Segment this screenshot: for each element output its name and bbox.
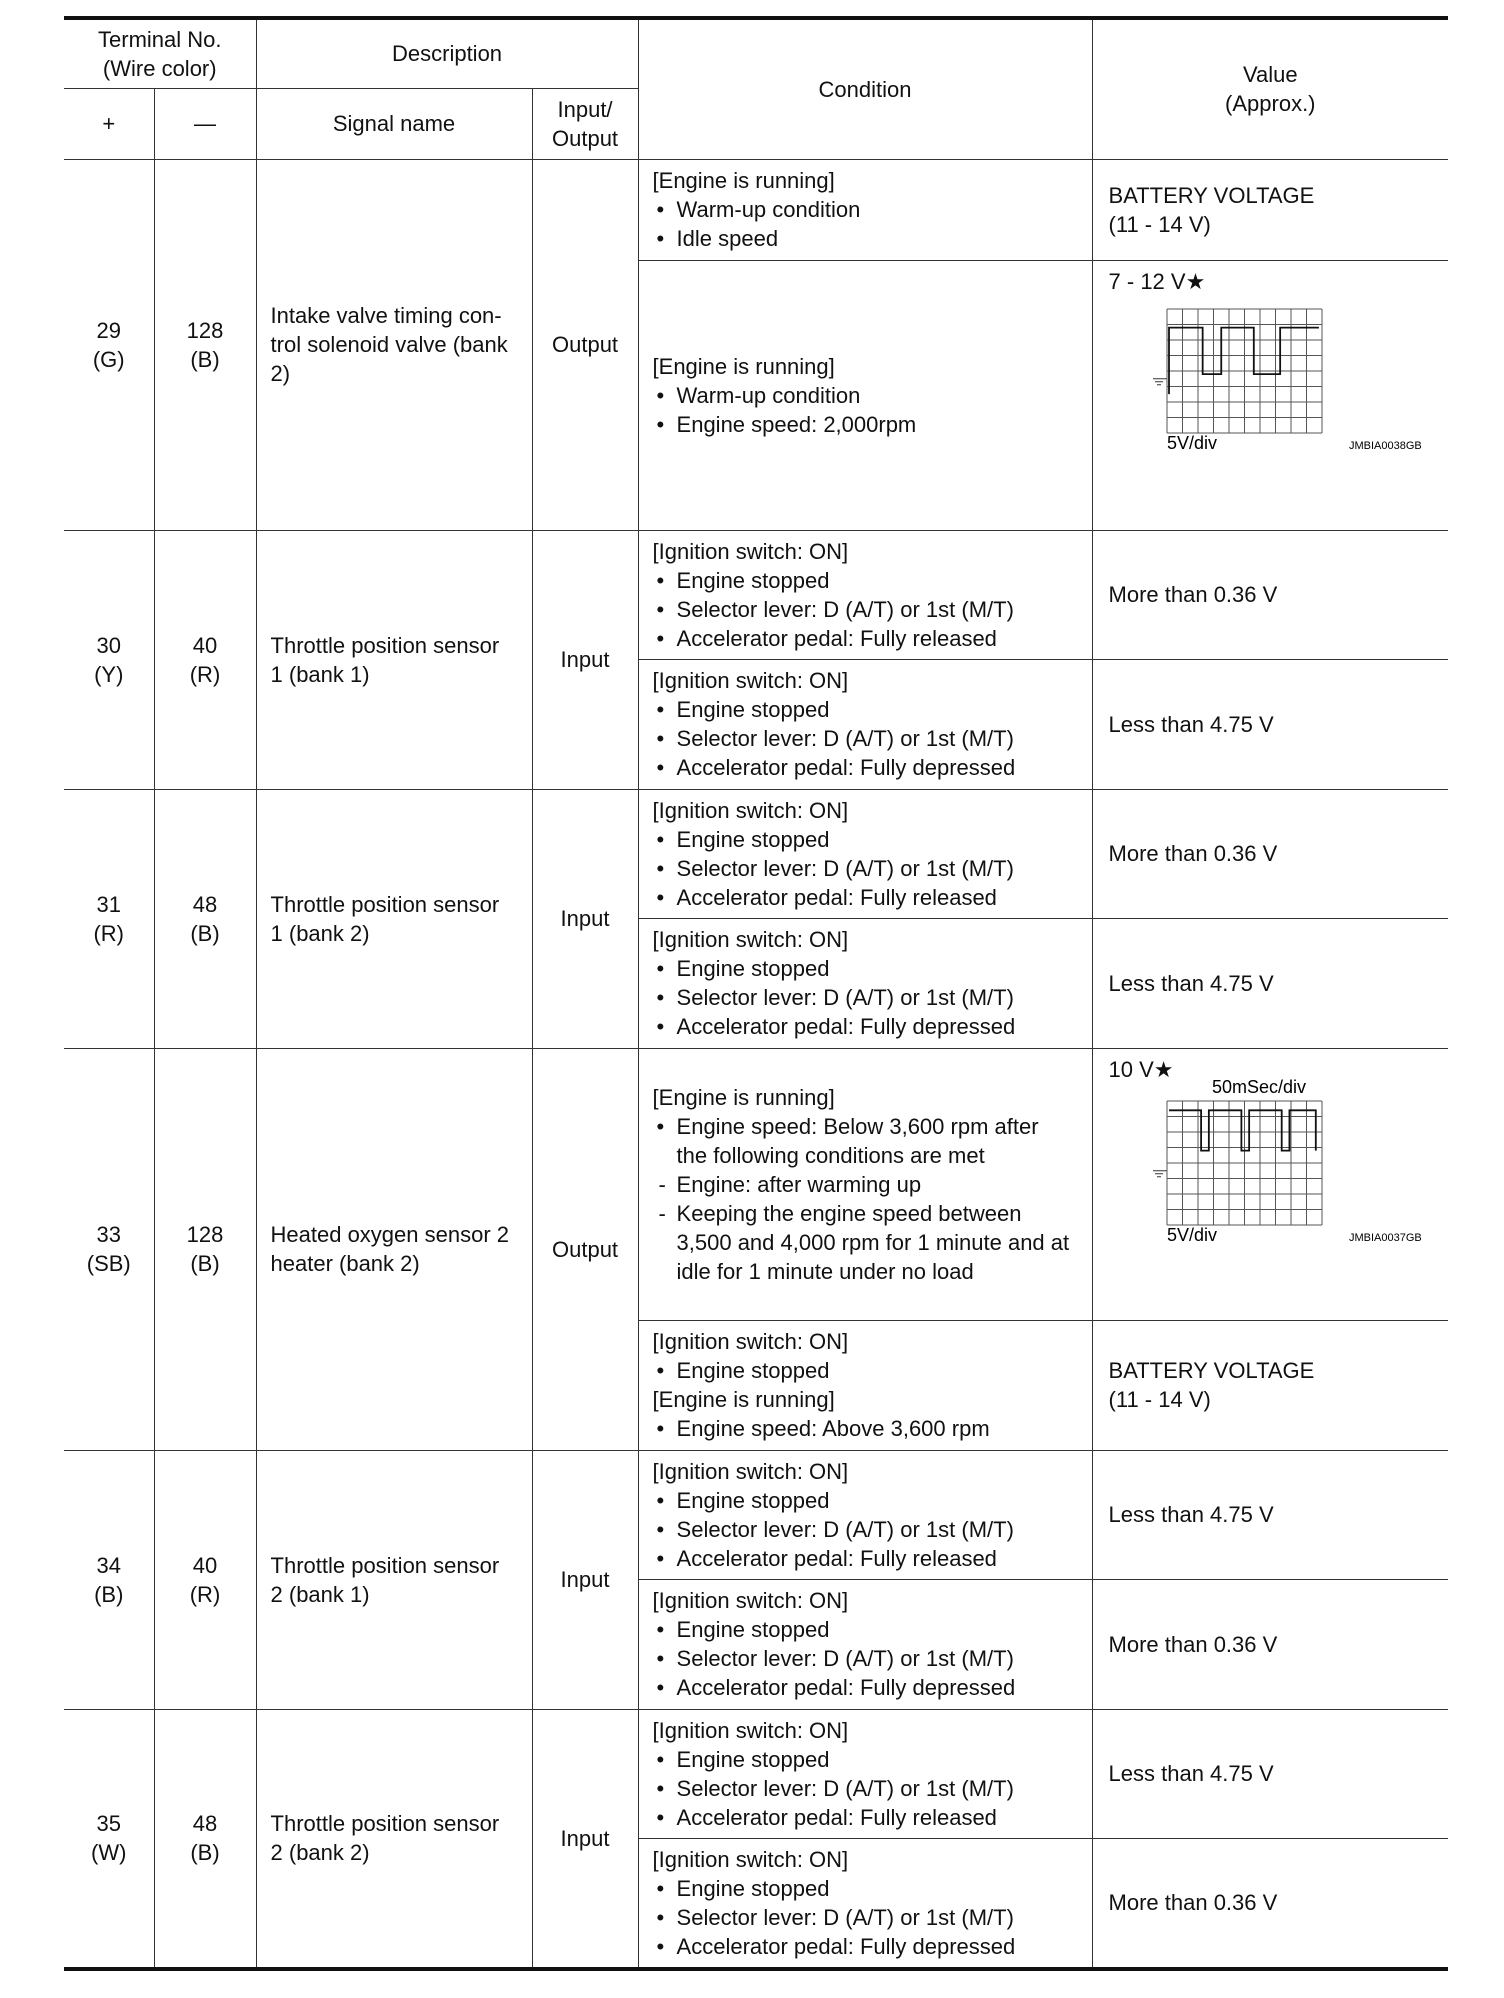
signal-name-cell xyxy=(256,530,532,789)
table-row xyxy=(64,1048,1448,1320)
value-text: More than 0.36 V xyxy=(1108,582,1278,607)
value-text: BATTERY VOLTAGE xyxy=(1108,1358,1315,1383)
terminal-minus-text: (B) xyxy=(190,920,220,946)
signal-name-text: Heated oxygen sensor 2 xyxy=(270,1222,510,1247)
value-cell xyxy=(1092,789,1448,918)
condition-item: • Engine stopped xyxy=(653,566,1082,595)
io-text: Output xyxy=(552,332,619,357)
io-cell xyxy=(532,530,638,789)
description-header: Description xyxy=(256,18,638,88)
condition-item: • Accelerator pedal: Fully released xyxy=(653,1544,1082,1573)
condition-header-line: [Ignition switch: ON] xyxy=(652,797,849,823)
io-text: Output xyxy=(552,1236,619,1262)
terminal-plus-text: 34 xyxy=(96,1552,121,1578)
condition-header-line: [Engine is running] xyxy=(652,1387,835,1412)
condition-item: • Engine stopped xyxy=(653,1745,1082,1774)
io-text: Input xyxy=(560,1567,610,1592)
scope-volt-div-label: 5V/div xyxy=(1166,1224,1217,1245)
value-cell xyxy=(1092,1048,1448,1320)
value-cell xyxy=(1092,1709,1448,1838)
minus-header: — xyxy=(154,88,256,159)
condition-item: • Engine speed: Below 3,600 rpm after xyxy=(653,1112,1082,1141)
scope-time-div-label: 50mSec/div xyxy=(1211,1076,1306,1097)
terminal-minus-text: 48 xyxy=(192,1811,218,1836)
terminal-plus-text: (G) xyxy=(92,346,125,372)
condition-cell xyxy=(638,260,1092,530)
plus-header: + xyxy=(64,88,154,159)
condition-cell xyxy=(638,1579,1092,1709)
value-text: BATTERY VOLTAGE xyxy=(1108,182,1315,208)
value-cell xyxy=(1092,159,1448,260)
value-text: Less than 4.75 V xyxy=(1108,1761,1274,1786)
condition-header-line: [Ignition switch: ON] xyxy=(652,927,849,952)
table-row xyxy=(64,1450,1448,1579)
terminal-plus-text: (W) xyxy=(91,1840,127,1865)
condition-item: the following conditions are met xyxy=(676,1142,985,1168)
terminal-plus-cell xyxy=(64,1709,154,1969)
terminal-plus-text: (B) xyxy=(94,1581,124,1607)
signal-name-text: 1 (bank 1) xyxy=(270,661,370,687)
io-cell xyxy=(532,1450,638,1709)
terminal-minus-text: 48 xyxy=(192,891,218,917)
terminal-plus-text: 35 xyxy=(96,1811,121,1836)
terminal-plus-cell xyxy=(64,530,154,789)
value-cell xyxy=(1092,260,1448,530)
condition-item: • Engine stopped xyxy=(653,1874,1082,1903)
terminal-plus-text: 33 xyxy=(96,1222,121,1247)
condition-header-line: [Ignition switch: ON] xyxy=(652,668,849,693)
condition-item: • Accelerator pedal: Fully released xyxy=(653,883,1082,912)
condition-item: • Engine speed: 2,000rpm xyxy=(653,410,1082,439)
io-cell xyxy=(532,1048,638,1450)
condition-cell xyxy=(638,659,1092,789)
io-header: Input/ Output xyxy=(532,88,638,159)
condition-header-line: [Engine is running] xyxy=(652,353,835,379)
terminal-minus-text: (B) xyxy=(190,1840,220,1865)
condition-header-line: [Ignition switch: ON] xyxy=(652,1717,849,1743)
value-text: Less than 4.75 V xyxy=(1108,711,1274,737)
value-cell xyxy=(1092,1838,1448,1969)
condition-item: - Keeping the engine speed between xyxy=(653,1199,1082,1228)
terminal-no-header: Terminal No. (Wire color) xyxy=(64,18,256,88)
signal-name-text: Throttle position sensor xyxy=(270,891,500,917)
value-title: 10 V★ xyxy=(1108,1056,1174,1082)
io-text: Input xyxy=(560,906,610,931)
terminal-minus-text: (R) xyxy=(189,661,221,687)
terminal-plus-cell xyxy=(64,789,154,1048)
condition-cell xyxy=(638,1320,1092,1450)
signal-name-text: Throttle position sensor xyxy=(270,1552,500,1578)
scope-volt-div-label: 5V/div xyxy=(1166,432,1217,453)
signal-name-cell xyxy=(256,159,532,530)
condition-item: • Selector lever: D (A/T) or 1st (M/T) xyxy=(653,595,1082,624)
value-cell xyxy=(1092,659,1448,789)
condition-item: • Engine speed: Above 3,600 rpm xyxy=(653,1414,1082,1443)
condition-item: • Warm-up condition xyxy=(653,195,1082,224)
signal-name-text: heater (bank 2) xyxy=(270,1251,420,1276)
terminal-minus-text: 40 xyxy=(192,632,218,658)
signal-name-text: Intake valve timing con- xyxy=(270,303,502,328)
value-text: Less than 4.75 V xyxy=(1108,1502,1274,1527)
terminal-plus-cell xyxy=(64,1048,154,1450)
condition-item: • Engine stopped xyxy=(653,1486,1082,1515)
terminal-minus-text: (R) xyxy=(189,1581,221,1607)
value-text: (11 - 14 V) xyxy=(1108,1387,1211,1412)
table-row xyxy=(64,159,1448,260)
condition-item: • Selector lever: D (A/T) or 1st (M/T) xyxy=(653,1515,1082,1544)
io-cell xyxy=(532,789,638,1048)
condition-header-line: [Ignition switch: ON] xyxy=(652,1329,849,1354)
table-row xyxy=(64,530,1448,659)
condition-header-line: [Ignition switch: ON] xyxy=(652,1458,849,1484)
value-cell xyxy=(1092,1579,1448,1709)
value-text: More than 0.36 V xyxy=(1108,1631,1278,1657)
value-cell xyxy=(1092,1320,1448,1450)
terminal-minus-text: (B) xyxy=(190,1251,220,1276)
signal-name-cell xyxy=(256,789,532,1048)
signal-name-text: 2) xyxy=(270,361,291,386)
condition-item: • Selector lever: D (A/T) or 1st (M/T) xyxy=(653,724,1082,753)
terminal-minus-cell xyxy=(154,159,256,530)
value-cell xyxy=(1092,530,1448,659)
terminal-plus-text: 31 xyxy=(96,891,121,917)
condition-cell xyxy=(638,1048,1092,1320)
condition-cell xyxy=(638,918,1092,1048)
terminal-plus-text: 29 xyxy=(96,317,121,343)
condition-item: • Selector lever: D (A/T) or 1st (M/T) xyxy=(653,1774,1082,1803)
condition-cell xyxy=(638,1450,1092,1579)
signal-name-text: Throttle position sensor xyxy=(270,632,500,658)
condition-item: • Warm-up condition xyxy=(653,381,1082,410)
condition-item: • Selector lever: D (A/T) or 1st (M/T) xyxy=(653,983,1082,1012)
value-title: 7 - 12 V★ xyxy=(1108,268,1206,294)
terminal-minus-cell xyxy=(154,530,256,789)
condition-item: • Accelerator pedal: Fully depressed xyxy=(653,1673,1082,1702)
terminal-minus-text: 128 xyxy=(186,317,224,343)
condition-cell xyxy=(638,530,1092,659)
condition-header: Condition xyxy=(638,18,1092,159)
terminal-minus-cell xyxy=(154,1450,256,1709)
value-text: More than 0.36 V xyxy=(1108,841,1278,866)
condition-header-line: [Engine is running] xyxy=(652,168,835,193)
terminal-plus-text: 30 xyxy=(96,632,121,658)
oscilloscope-waveform xyxy=(1109,261,1422,497)
signal-name-cell xyxy=(256,1048,532,1450)
io-cell xyxy=(532,159,638,530)
terminal-plus-text: (SB) xyxy=(86,1251,131,1276)
io-text: Input xyxy=(560,647,610,672)
terminal-plus-cell xyxy=(64,159,154,530)
condition-item: • Accelerator pedal: Fully released xyxy=(653,624,1082,653)
terminal-minus-text: (B) xyxy=(190,346,220,372)
condition-item: • Selector lever: D (A/T) or 1st (M/T) xyxy=(653,1644,1082,1673)
figure-code-label: JMBIA0038GB xyxy=(1348,439,1422,452)
terminal-minus-cell xyxy=(154,789,256,1048)
terminal-spec-table xyxy=(64,16,1448,1971)
signal-name-text: 2 (bank 2) xyxy=(270,1840,370,1865)
signal-name-header: Signal name xyxy=(256,88,532,159)
value-text: More than 0.36 V xyxy=(1108,1890,1278,1915)
terminal-plus-text: (Y) xyxy=(94,661,124,687)
terminal-minus-cell xyxy=(154,1709,256,1969)
condition-header-line: [Ignition switch: ON] xyxy=(652,1588,849,1613)
condition-header-line: [Ignition switch: ON] xyxy=(652,1846,849,1872)
condition-cell xyxy=(638,789,1092,918)
figure-code-label: JMBIA0037GB xyxy=(1348,1231,1422,1244)
condition-item: • Accelerator pedal: Fully depressed xyxy=(653,1932,1082,1961)
io-text: Input xyxy=(560,1825,610,1851)
condition-header-line: [Ignition switch: ON] xyxy=(652,538,849,564)
condition-item: • Selector lever: D (A/T) or 1st (M/T) xyxy=(653,854,1082,883)
condition-cell xyxy=(638,1709,1092,1838)
table-row xyxy=(64,789,1448,918)
condition-item: • Engine stopped xyxy=(653,954,1082,983)
oscilloscope-waveform xyxy=(1109,1049,1422,1285)
io-cell xyxy=(532,1709,638,1969)
value-cell xyxy=(1092,1450,1448,1579)
condition-item: • Engine stopped xyxy=(653,695,1082,724)
value-header: Value (Approx.) xyxy=(1092,18,1448,159)
condition-item: • Engine stopped xyxy=(653,1615,1082,1644)
terminal-plus-cell xyxy=(64,1450,154,1709)
condition-item: 3,500 and 4,000 rpm for 1 minute and at xyxy=(676,1229,1070,1255)
condition-item: • Accelerator pedal: Fully released xyxy=(653,1803,1082,1832)
signal-name-cell xyxy=(256,1709,532,1969)
condition-item: • Engine stopped xyxy=(653,1356,1082,1385)
terminal-minus-text: 40 xyxy=(192,1552,218,1578)
condition-cell xyxy=(638,1838,1092,1969)
condition-item: • Engine stopped xyxy=(653,825,1082,854)
condition-item: - Engine: after warming up xyxy=(653,1170,1082,1199)
condition-header-line: [Engine is running] xyxy=(652,1084,835,1110)
condition-item: • Accelerator pedal: Fully depressed xyxy=(653,1012,1082,1041)
condition-item: idle for 1 minute under no load xyxy=(676,1258,974,1284)
value-text: (11 - 14 V) xyxy=(1108,211,1211,237)
signal-name-text: 2 (bank 1) xyxy=(270,1581,370,1607)
signal-name-text: Throttle position sensor xyxy=(270,1811,500,1836)
terminal-minus-cell xyxy=(154,1048,256,1450)
signal-name-text: 1 (bank 2) xyxy=(270,920,370,946)
condition-item: • Accelerator pedal: Fully depressed xyxy=(653,753,1082,782)
condition-cell xyxy=(638,159,1092,260)
signal-name-cell xyxy=(256,1450,532,1709)
condition-item: • Selector lever: D (A/T) or 1st (M/T) xyxy=(653,1903,1082,1932)
signal-name-text: trol solenoid valve (bank xyxy=(270,332,508,357)
terminal-minus-text: 128 xyxy=(186,1222,224,1247)
terminal-plus-text: (R) xyxy=(93,920,125,946)
value-cell xyxy=(1092,918,1448,1048)
value-text: Less than 4.75 V xyxy=(1108,970,1274,996)
table-row xyxy=(64,1709,1448,1838)
condition-item: • Idle speed xyxy=(653,224,1082,253)
